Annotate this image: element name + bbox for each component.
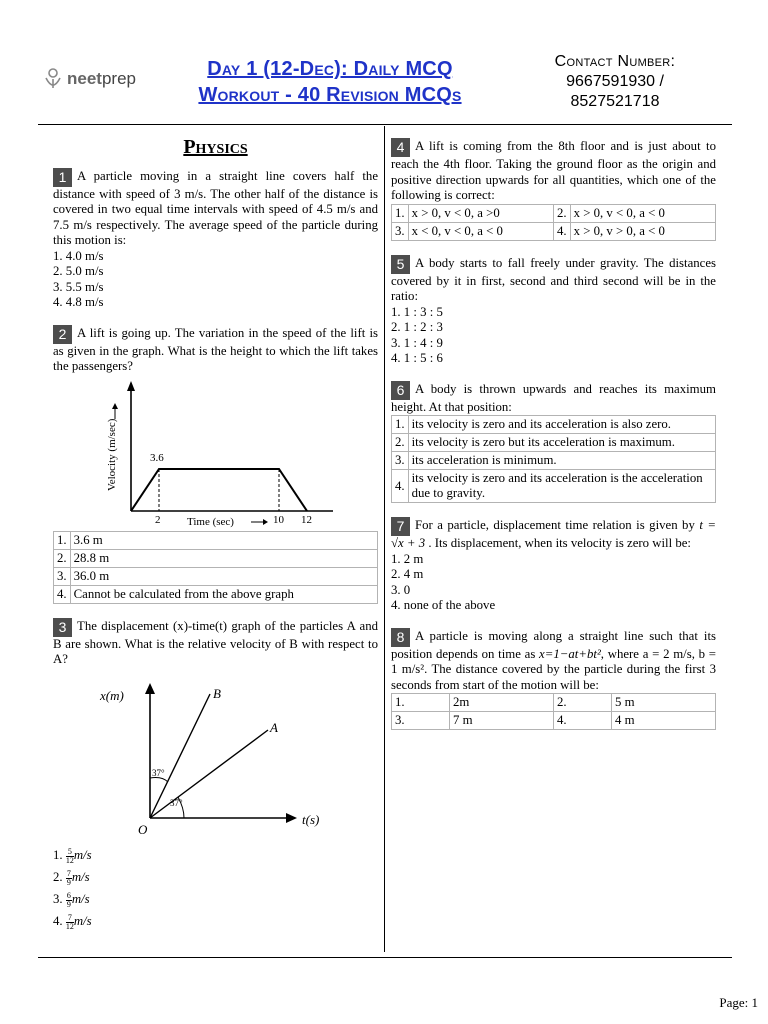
logo-figure-icon — [42, 66, 64, 92]
option-1[interactable]: 1. 2 m — [391, 551, 424, 566]
option-2[interactable]: 2. 4 m — [391, 567, 424, 581]
option-list — [53, 844, 378, 932]
contact-label: Contact Number: — [554, 53, 676, 70]
line-a-label: A — [270, 719, 278, 735]
option-number: 2. — [54, 549, 71, 567]
option-4[interactable]: 4. $\frac{7}{12}$ m/s — [53, 912, 92, 931]
options-table — [53, 531, 378, 604]
option-list — [391, 305, 716, 367]
formula: x=1−at+bt² — [539, 646, 601, 661]
option-text: 3.6 m — [70, 531, 377, 549]
option-3[interactable]: 3. $\frac{6}{9}$ m/s — [53, 890, 90, 909]
contact-phone-1: 9667591930 / — [566, 73, 664, 90]
velocity-curve — [131, 469, 307, 511]
y-arrow-head — [112, 403, 118, 409]
question-2 — [53, 325, 378, 604]
question-number: 3 — [53, 618, 72, 637]
option-row[interactable] — [392, 434, 716, 452]
option-number: 1. — [392, 694, 450, 712]
option-list — [391, 552, 716, 614]
question-6 — [391, 381, 716, 504]
contact-phone-2: 8527521718 — [570, 93, 660, 110]
option-number: 3. — [392, 452, 409, 470]
question-8 — [391, 628, 716, 731]
question-number: 1 — [53, 168, 72, 187]
option-number: 4. — [554, 222, 571, 240]
option-text[interactable]: x > 0, v < 0, a < 0 — [570, 204, 715, 222]
option-row[interactable] — [392, 470, 716, 503]
option-text: 28.8 m — [70, 549, 377, 567]
option-number: 1. — [54, 531, 71, 549]
displacement-time-graph — [98, 678, 378, 838]
y-axis-arrow — [127, 381, 135, 391]
subject-heading: Physics — [183, 136, 248, 158]
option-text[interactable]: x > 0, v > 0, a < 0 — [570, 222, 715, 240]
option-number: 1. — [392, 416, 409, 434]
option-number: 2. — [392, 434, 409, 452]
option-number: 3. — [54, 567, 71, 585]
option-row[interactable] — [392, 452, 716, 470]
option-1[interactable]: 1. 1 : 3 : 5 — [391, 304, 443, 319]
option-1[interactable]: 1. $\frac{5}{12}$ m/s — [53, 846, 92, 865]
line-a — [150, 730, 268, 818]
question-text: The displacement (x)-time(t) graph of the particles A and B are shown. What is the relative velocity of B with respect to A? — [53, 618, 378, 666]
option-4[interactable]: 4. 1 : 5 : 6 — [391, 351, 443, 365]
option-text: Cannot be calculated from the above graph — [70, 585, 377, 603]
option-3[interactable]: 3. 5.5 m/s — [53, 279, 104, 294]
question-text: A particle moving in a straight line covers half the distance with speed of 3 m/s. The other half of the distance is covered in two equal time intervals with speed of 4.5 m/s and 7.5 m/s respectively. The average speed of the particle during this motion is: — [53, 168, 378, 247]
header-divider — [38, 124, 732, 125]
option-number: 2. — [554, 694, 612, 712]
neetprep-logo — [42, 66, 136, 92]
option-number: 3. — [392, 712, 450, 730]
x-axis-arrow — [286, 813, 297, 823]
x-arrow-head — [263, 519, 268, 525]
origin-label: O — [138, 821, 148, 837]
line-b-label: B — [213, 685, 221, 701]
option-row[interactable] — [392, 416, 716, 434]
options-table — [391, 204, 716, 241]
right-column — [391, 138, 716, 744]
formula: t = √x + 3 — [391, 518, 716, 550]
option-number: 3. — [392, 222, 409, 240]
option-text[interactable]: 4 m — [612, 712, 716, 730]
option-3[interactable]: 3. 0 — [391, 582, 411, 597]
option-number: 2. — [554, 204, 571, 222]
option-text: its acceleration is minimum. — [408, 452, 715, 470]
option-number: 4. — [554, 712, 612, 730]
question-text: A lift is going up. The variation in the speed of the lift is as given in the graph. What is the height to which the lift takes the passengers? — [53, 325, 378, 373]
column-divider — [384, 126, 385, 952]
question-text: A body is thrown upwards and reaches its maximum height. At that position: — [391, 381, 716, 414]
option-text[interactable]: 7 m — [450, 712, 554, 730]
question-text: For a particle, displacement time relation is given by — [415, 518, 695, 532]
question-number: 6 — [391, 381, 410, 400]
question-number: 5 — [391, 255, 410, 274]
option-row[interactable] — [54, 531, 378, 549]
option-row[interactable] — [54, 549, 378, 567]
question-3 — [53, 618, 378, 932]
option-row[interactable] — [54, 585, 378, 603]
option-1[interactable]: 1. 4.0 m/s — [53, 248, 104, 263]
question-text: A body starts to fall freely under gravity. The distances covered by it in first, second and third second will be in the ratio: — [391, 255, 716, 303]
y-tick-label: 3.6 — [150, 451, 164, 464]
question-text-cont: , where a = 2 m/s, b = 1 m/s². The distance covered by the particle during the first 3 seconds from start of the motion will be: — [391, 646, 716, 692]
option-text: its velocity is zero and its acceleration is the acceleration due to gravity. — [408, 470, 715, 503]
x-tick-label: 10 — [273, 513, 284, 526]
option-row[interactable] — [54, 567, 378, 585]
option-text[interactable]: 2m — [450, 694, 554, 712]
question-5 — [391, 255, 716, 367]
logo-text: neetprep — [67, 69, 136, 88]
velocity-time-graph — [93, 379, 383, 529]
option-text[interactable]: 5 m — [612, 694, 716, 712]
title-line-1: Day 1 (12-Dec): Daily MCQ — [207, 58, 453, 80]
question-number: 7 — [391, 517, 410, 536]
option-text[interactable]: x > 0, v < 0, a >0 — [408, 204, 553, 222]
option-2[interactable]: 2. 5.0 m/s — [53, 264, 104, 278]
option-text: its velocity is zero but its acceleration is maximum. — [408, 434, 715, 452]
x-tick-label: 2 — [155, 513, 161, 526]
option-4[interactable]: 4. none of the above — [391, 598, 496, 612]
question-text: A particle is moving along a straight line such that its position depends on time as — [391, 628, 716, 661]
question-text: A lift is coming from the 8th floor and is just about to reach the 4th floor. Taking the ground floor as the origin and positive direction upwards for all quantities, which one of the following is correct: — [391, 139, 716, 202]
option-number: 4. — [392, 470, 409, 503]
question-1 — [53, 168, 378, 311]
x-axis-label: t(s) — [302, 811, 320, 827]
x-axis-label: Time (sec) — [187, 515, 234, 528]
option-2[interactable]: 2. $\frac{7}{9}$ m/s — [53, 868, 90, 887]
option-text[interactable]: x < 0, v < 0, a < 0 — [408, 222, 553, 240]
option-text: 36.0 m — [70, 567, 377, 585]
option-number: 1. — [392, 204, 409, 222]
y-axis-arrow — [145, 683, 155, 694]
options-table — [391, 693, 716, 730]
question-number: 4 — [391, 138, 410, 157]
left-column — [53, 128, 378, 946]
question-7 — [391, 517, 716, 614]
angle-label-top: 37° — [152, 767, 165, 778]
options-table — [391, 415, 716, 503]
x-tick-label: 12 — [301, 513, 312, 526]
angle-arc-top — [150, 777, 168, 782]
option-4[interactable]: 4. 4.8 m/s — [53, 295, 104, 309]
y-axis-label: Velocity (m/sec) — [106, 418, 118, 491]
page-header — [0, 0, 768, 122]
angle-label-bottom: 37° — [170, 797, 183, 808]
question-text-cont: . Its displacement, when its velocity is zero will be: — [428, 536, 691, 550]
question-number: 2 — [53, 325, 72, 344]
option-3[interactable]: 3. 1 : 4 : 9 — [391, 335, 443, 350]
option-text: its velocity is zero and its acceleration is also zero. — [408, 416, 715, 434]
footer-divider — [38, 957, 732, 958]
contact-block — [530, 52, 700, 112]
title-line-2: Workout - 40 Revision MCQs — [198, 84, 462, 106]
question-4 — [391, 138, 716, 241]
option-2[interactable]: 2. 1 : 2 : 3 — [391, 320, 443, 334]
y-axis-label: x(m) — [100, 687, 124, 703]
option-list — [53, 249, 378, 311]
question-number: 8 — [391, 628, 410, 647]
page-number: Page: 1 — [719, 995, 758, 1010]
option-number: 4. — [54, 585, 71, 603]
